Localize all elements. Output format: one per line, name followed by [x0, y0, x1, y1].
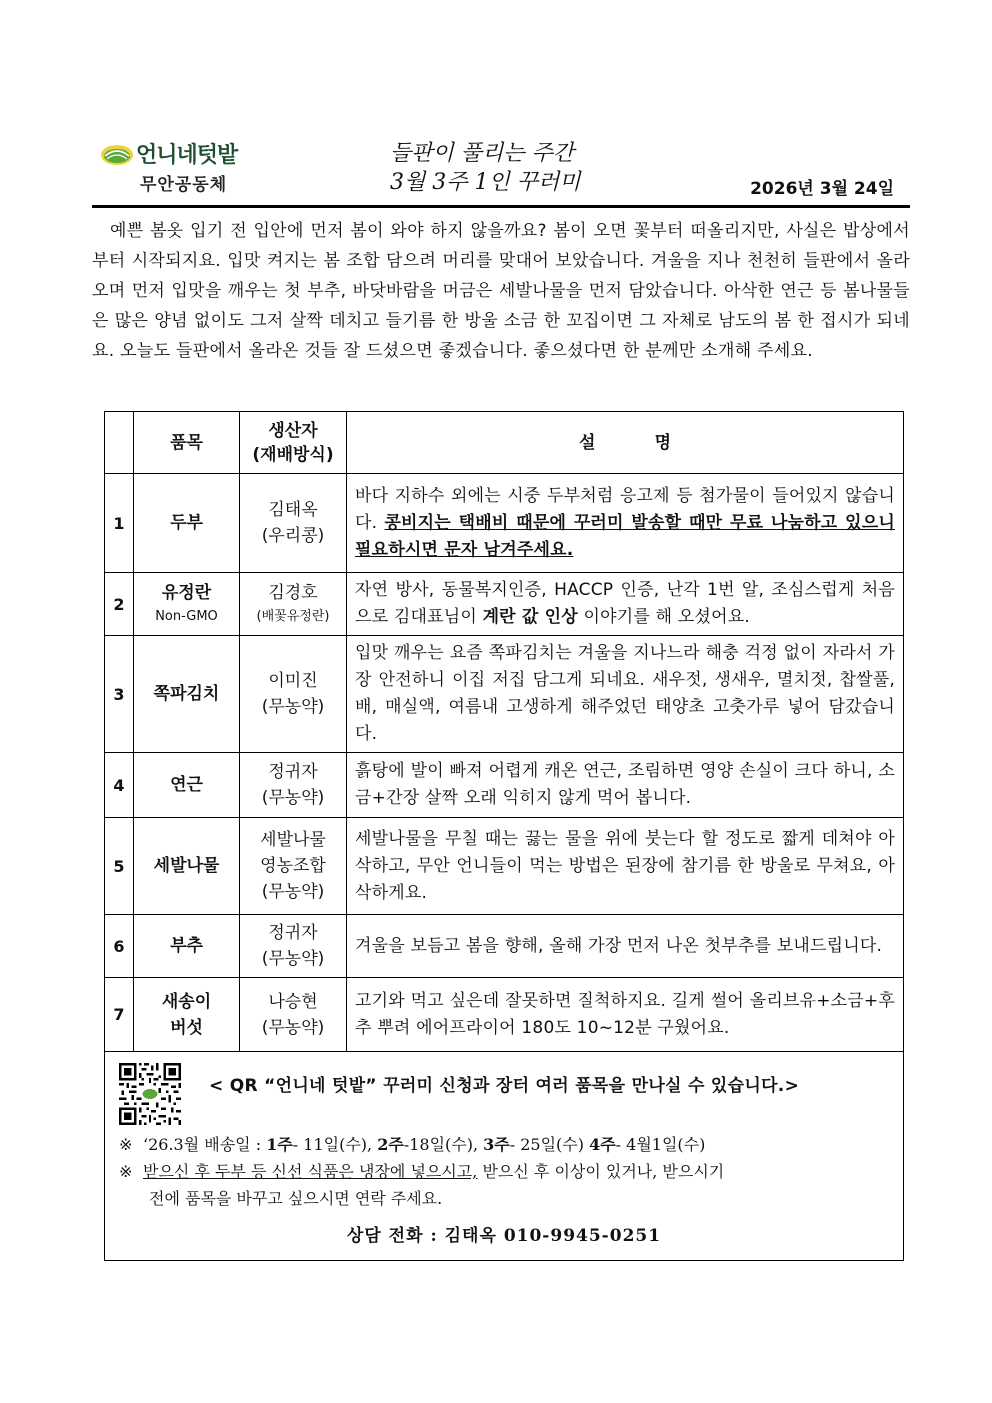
item-description: 흙탕에 발이 빠져 어렵게 캐온 연근, 조림하면 영양 손실이 크다 하니, 소금+간장 살짝 오래 익히지 않게 먹어 봅니다. [347, 753, 904, 818]
qr-code-icon[interactable] [119, 1063, 181, 1125]
delivery-schedule [119, 1131, 889, 1158]
item-description: 입맛 깨우는 요즘 쪽파김치는 겨울을 지나느라 해충 걱정 없이 자라서 가장 안전하니 이집 저집 담그게 되네요. 새우젓, 생새우, 멸치젓, 찹쌀풀, 배, 매실액, 여름내 고생하게 해주었던 태양초 고춧가루 넣어 담갔습니다. [347, 636, 904, 753]
producer-name-line2: 영농조합 [260, 856, 326, 876]
logo [100, 136, 260, 196]
header-producer-line1: 생산자 [268, 420, 318, 441]
letter-header [92, 134, 910, 208]
intro-text: 예쁜 봄옷 입기 전 입안에 먼저 봄이 와야 하지 않을까요? 봄이 오면 꽃부터 떠올리지만, 사실은 밥상에서부터 시작되지요. 입맛 켜지는 봄 조합 담으려 머리를 맞대어 보았습니다. 겨울을 지나 천천히 들판에서 올라오며 먼저 입맛을 깨우는 첫 부추, 바닷바람을 머금은 세발나물을 먼저 담았습니다. 아삭한 연근 등 봄나물들은 많은 양념 없이도 그저 살짝 데치고 들기름 한 방울 소금 한 꼬집이면 그 자체로 남도의 봄 한 접시가 되네요. 오늘도 들판에서 올라온 것들 잘 드셨으면 좋겠습니다. 좋으셨다면 한 분께만 소개해 주세요. [92, 221, 910, 361]
row-number: 2 [105, 573, 134, 636]
row-number: 3 [105, 636, 134, 753]
row-number: 4 [105, 753, 134, 818]
table-row [105, 753, 904, 818]
item-name-main: 유정란 [161, 583, 212, 603]
header-item: 품목 [134, 412, 240, 474]
producer [240, 474, 347, 573]
delivery-prefix: ‘26.3월 배송일 : [143, 1135, 267, 1154]
row-number: 7 [105, 978, 134, 1052]
row-number: 6 [105, 915, 134, 978]
item-description: 겨울을 보듬고 봄을 향해, 올해 가장 먼저 나온 첫부추를 보내드립니다. [347, 915, 904, 978]
producer-name: 김태옥 [268, 500, 318, 520]
issue-date: 2026년 3월 24일 [750, 179, 894, 199]
producer [240, 978, 347, 1052]
item-name: 두부 [134, 474, 240, 573]
farming-method: (무농약) [261, 788, 325, 808]
producer-name: 이미진 [268, 671, 318, 691]
item-name: 쪽파김치 [134, 636, 240, 753]
item-name-sub: Non-GMO [155, 609, 218, 624]
logo-name: 언니네텃밭 [136, 143, 238, 168]
item-description: 고기와 먹고 싶은데 잘못하면 질척하지요. 길게 썰어 올리브유+소금+후추 뿌려 에어프라이어 180도 10~12분 구웠어요. [347, 978, 904, 1052]
header-number [105, 412, 134, 474]
item-description: 세발나물을 무칠 때는 끓는 물을 위에 붓는다 할 정도로 짧게 데쳐야 아삭하고, 무안 언니들이 먹는 방법은 된장에 참기름 한 방울로 무쳐요, 아삭하게요. [347, 818, 904, 915]
farming-method: (무농약) [261, 949, 325, 969]
week-2-label: 2주 [377, 1135, 404, 1154]
header-description: 설 명 [347, 412, 904, 474]
producer [240, 753, 347, 818]
week-3-date: - 25일(수) [509, 1135, 590, 1154]
table-row [105, 573, 904, 636]
producer [240, 573, 347, 636]
week-4-date: - 4월1일(수) [615, 1135, 706, 1154]
week-1-date: - 11일(수), [292, 1135, 378, 1154]
producer-name: 정귀자 [268, 762, 318, 782]
description-text-end: 이야기를 해 오셨어요. [577, 607, 750, 627]
week-1-label: 1주 [266, 1135, 293, 1154]
producer [240, 636, 347, 753]
producer-name: 나승현 [268, 991, 318, 1012]
info-box [104, 1047, 904, 1261]
producer-name: 김경호 [268, 583, 318, 603]
description-highlight: 계란 값 인상 [482, 607, 578, 627]
header-producer [240, 412, 347, 474]
storage-notice [119, 1158, 889, 1185]
farming-method: (무농약) [261, 882, 325, 902]
row-number: 5 [105, 818, 134, 915]
logo-subtitle: 무안공동체 [140, 175, 228, 195]
title-line-2: 3월 3주 1인 꾸러미 [390, 170, 581, 195]
description-text: 바다 지하수 외에는 시중 두부처럼 응고제 등 첨가물이 들어있지 않습니다. [355, 485, 895, 533]
title-line-1: 들판이 풀리는 주간 [390, 141, 575, 166]
storage-notice-rest: 받으신 후 이상이 있거나, 받으시기 [477, 1162, 725, 1181]
qr-caption: < QR “언니네 텃밭” 꾸러미 신청과 장터 여러 품목을 만나실 수 있습니다.> [209, 1076, 800, 1096]
table-row [105, 978, 904, 1052]
item-name-line2: 버섯 [170, 1017, 203, 1038]
intro-paragraph [92, 216, 910, 366]
notice-list [119, 1131, 889, 1212]
week-2-date: -18일(수), [403, 1135, 484, 1154]
table-header-row [105, 412, 904, 474]
header-producer-line2: (재배방식) [252, 444, 334, 465]
note-mark: ※ [119, 1135, 133, 1154]
week-3-label: 3주 [483, 1135, 510, 1154]
storage-notice-continued: 전에 품목을 바꾸고 싶으시면 연락 주세요. [149, 1189, 443, 1208]
item-name: 부추 [134, 915, 240, 978]
header-divider [92, 205, 910, 208]
item-description [347, 573, 904, 636]
week-4-label: 4주 [589, 1135, 616, 1154]
producer [240, 915, 347, 978]
table-row [105, 915, 904, 978]
leaf-logo-icon [100, 144, 134, 166]
table-row [105, 636, 904, 753]
item-name: 세발나물 [134, 818, 240, 915]
item-description [347, 474, 904, 573]
farming-method: (배꽃유정란) [256, 609, 330, 624]
note-mark: ※ [119, 1162, 133, 1181]
item-name-line1: 새송이 [161, 991, 212, 1012]
package-items-table [104, 411, 904, 1052]
farming-method: (무농약) [261, 1017, 325, 1038]
table-row [105, 818, 904, 915]
newsletter-title [390, 140, 670, 198]
producer-name-line1: 세발나물 [260, 830, 326, 850]
storage-notice-underlined: 받으신 후 두부 등 신선 식품은 냉장에 넣으시고, [143, 1162, 478, 1181]
item-name [134, 573, 240, 636]
table-row [105, 474, 904, 573]
item-name: 연근 [134, 753, 240, 818]
item-name [134, 978, 240, 1052]
contact-phone[interactable]: 상담 전화 : 김태옥 010-9945-0251 [346, 1226, 662, 1246]
row-number: 1 [105, 474, 134, 573]
producer-name: 정귀자 [268, 923, 318, 943]
farming-method: (무농약) [261, 697, 325, 717]
description-text: 자연 방사, 동물복지인증, HACCP 인증, 난각 1번 알, 조심스럽게 처음으로 김대표님이 [355, 580, 895, 627]
description-highlight: 콩비지는 택배비 때문에 꾸러미 발송할 때만 무료 나눔하고 있으니 필요하시면 문자 남겨주세요. [355, 512, 895, 560]
producer [240, 818, 347, 915]
farming-method: (우리콩) [261, 526, 325, 546]
